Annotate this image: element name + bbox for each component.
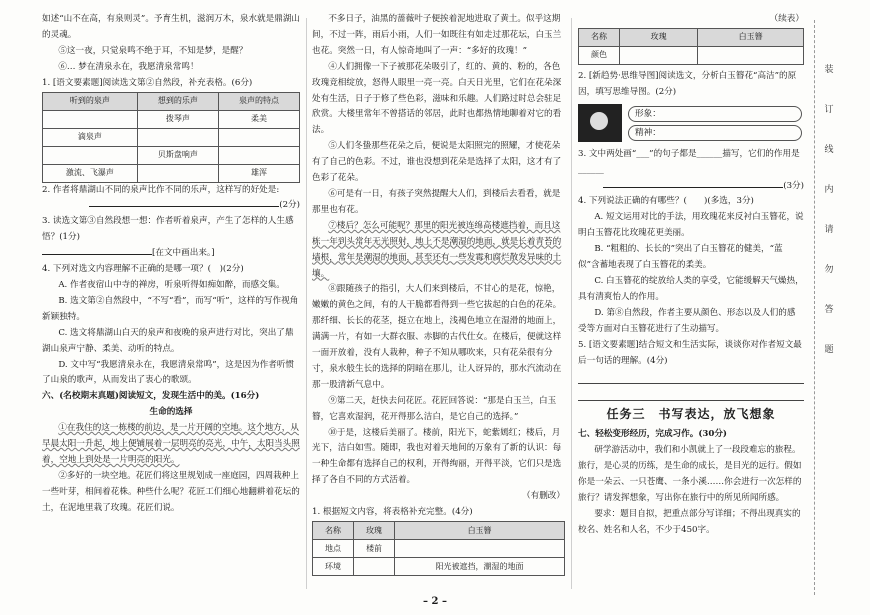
- table-cell[interactable]: [43, 146, 138, 164]
- binding-char: 内: [824, 185, 834, 195]
- question-5: 5. [语文要素题]结合短文和生活实际，谈谈你对作者短文最后一句话的理解。(4分): [578, 339, 802, 366]
- table-cell[interactable]: 阳光被遮挡，潮湿的地面: [395, 558, 565, 576]
- composition-requirement: 要求：题目自拟，把重点部分写详细；不得出现真实的校名、姓名和人名，不少于450字。: [578, 508, 801, 535]
- table-header: 玫瑰: [354, 522, 395, 540]
- answer-blank[interactable]: [42, 254, 152, 255]
- binding-char: 线: [824, 145, 834, 155]
- answer-line[interactable]: [578, 369, 804, 384]
- table-cell[interactable]: 激流、飞瀑声: [43, 164, 138, 182]
- flower-table-continued: [578, 28, 804, 65]
- table-cell[interactable]: 雄浑: [218, 164, 299, 182]
- essay-title: 生命的选择: [149, 407, 193, 418]
- option-c: C. 选文将鼎湖山白天的泉声和夜晚的泉声进行对比，突出了鼎湖山泉声宁静、柔美、动听的特点。: [42, 327, 294, 354]
- flower-photo-icon: [578, 104, 622, 142]
- answer-line: [42, 198, 300, 214]
- binding-char: 勿: [824, 265, 834, 275]
- table-cell: 环境: [313, 558, 354, 576]
- section-6-title: 六、(名校期末真题)阅读短文，发现生活中的美。(16分): [42, 391, 260, 402]
- binding-line: [814, 20, 815, 595]
- table-row: [313, 540, 565, 558]
- table-cell[interactable]: 楼前: [354, 540, 395, 558]
- question-4: 4. 下列说法正确的有哪些？( )(多选，3分): [578, 196, 754, 207]
- table-cell: 颜色: [579, 46, 620, 64]
- table-row: [43, 164, 300, 182]
- answer-line: [42, 246, 300, 262]
- paragraph: ⑦楼后？怎么可能呢？那里的阳光被连绵高楼遮挡着，而且这栋一年到头常年无光照射，地上不是潮湿的地面，就是长着青苔的墙根，常年是潮湿的地面，甚至还有一些发霉和腐烂散发异味的土壤。: [312, 220, 562, 279]
- question-1: 1. 根据短文内容，将表格补充完整。(4分): [312, 507, 473, 518]
- table-header: 白玉簪: [698, 28, 804, 46]
- option-b: B. “粗粗的、长长的”突出了白玉簪花的健美，“蓝似”含蓄地表现了白玉簪花的柔美。: [578, 244, 783, 271]
- question-2: 2. 作者将鼎湖山不同的泉声比作不同的乐声，这样写的好处是:: [42, 184, 280, 195]
- question-3: 3. 文中两处画“___”的句子都是______描写，它们的作用是______: [578, 148, 800, 175]
- table-header: 玫瑰: [620, 28, 698, 46]
- score: (2分): [279, 200, 300, 211]
- task-3-title: 任务三 书写表达，放飞想象: [606, 407, 776, 422]
- option-b: B. 选文第②自然段中，“不写“看”，而写“听”，这样的写作视角新颖独特。: [42, 295, 299, 322]
- binding-char: 装: [824, 65, 834, 75]
- answer-blank[interactable]: [89, 206, 279, 207]
- answer-line: [578, 179, 804, 195]
- paragraph: ⑥可是有一日，有孩子突然提醒大人们，到楼后去看看，就是那里也有花。: [312, 188, 561, 215]
- table-row: [43, 146, 300, 164]
- option-d: D. 第⑧自然段，作者主要从颜色、形态以及人们的感受等方面对白玉簪花进行了生动描写。: [578, 307, 796, 334]
- column-divider: [306, 18, 307, 589]
- binding-char: 订: [824, 105, 834, 115]
- option-d: D. 文中写“我愿清泉永在，我愿清泉常鸣”，这是因为作者听惯了山泉的歌声，从而发出了衷心的歌颂。: [42, 359, 295, 386]
- table-cell[interactable]: [354, 558, 395, 576]
- score: (3分): [783, 180, 804, 191]
- option-a: A. 短文运用对比的手法，用玫瑰花来反衬白玉簪花，说明白玉簪花比玫瑰花更美丽。: [578, 212, 804, 239]
- composition-prompt: 研学游活动中，我们和小凯就上了一段段难忘的旅程。旅行，是心灵的历练，是生命的成长，是目光的远行。假如你是一朵云、一只苍鹰、一条小溪……你会进行一次怎样的旅行？请发挥想象，写出你在旅行中的所见所闻所感。: [578, 445, 802, 503]
- answer-line[interactable]: [578, 386, 804, 401]
- mind-map-spirit[interactable]: 精神：: [628, 125, 802, 141]
- q3-tail: [在文中画出来。]: [152, 248, 215, 259]
- option-c: C. 白玉簪花的绽放给人类的享受，它能缓解天气燥热，具有清爽怡人的作用。: [578, 275, 804, 302]
- table-cell[interactable]: 拨琴声: [137, 110, 218, 128]
- paragraph: ①在我住的这一栋楼的前边，是一片开阔的空地。这个地方，从早晨太阳一升起，地上便铺展着一层明亮的亮光，中午，太阳当头照着，空地上到处是一片明亮的阳光。: [42, 423, 300, 465]
- column-divider: [571, 18, 572, 589]
- binding-char: 请: [824, 225, 834, 235]
- paragraph: ⑧跟随孩子的指引，大人们来到楼后，不甘心的是花，惊艳，嫩嫩的黄色之间，有的人干脆都看得到一些它拔起的白色的花朵。那纤细、长长的花茎，挺立在地上，浅褐色地立在湿滑的地面上，满满一片，有如一大群衣服、赤脚的古代仕女。在楼后，便就这样一面开放着，没有人栽种，种子不知从哪吹来，只有花朵很有分寸，泉水般生长的选择的阴暗在那儿，让人讶异的，那水汽流动在那一股清新气息中。: [312, 284, 562, 390]
- table-header: 想到的乐声: [137, 92, 218, 110]
- page-number: – 2 –: [423, 596, 447, 607]
- question-1: 1. [语文要素题]阅读选文第②自然段，补充表格。(6分): [42, 77, 253, 88]
- right-column: [578, 12, 804, 539]
- mind-map-branches: [628, 104, 802, 144]
- left-column: [42, 12, 300, 517]
- middle-column: [312, 12, 565, 576]
- table-header: 名称: [313, 522, 354, 540]
- paragraph: ⑨第二天，赶快去问花匠。花匠回答说：“那是白玉兰，白玉簪，它喜欢湿润，花开得那么洁白，是它自己的选择。”: [312, 395, 557, 422]
- table-cell[interactable]: [218, 146, 299, 164]
- binding-notice: [822, 50, 836, 370]
- table-cell[interactable]: [137, 128, 218, 146]
- table-row: [43, 128, 300, 146]
- paragraph: 如述“山不在高，有泉则灵”。予育生机，滋润万木，泉水就是鼎湖山的灵魂。: [42, 14, 301, 40]
- table-cell[interactable]: [620, 46, 698, 64]
- table-cell[interactable]: [43, 110, 138, 128]
- binding-char: 题: [824, 345, 834, 355]
- question-2: 2. [新趋势·思维导图]阅读选文，分析白玉簪花“高洁”的原因，填写思维导图。(2分): [578, 70, 797, 97]
- paragraph: ⑤人们冬蛰那些花朵之后，便说是太阳照完的照耀，才使花朵有了自己的色彩。不过，谁也没想到花朵是选择了太阳，这才有了色彩了花朵。: [312, 141, 562, 184]
- answer-blank[interactable]: [603, 187, 783, 188]
- question-3: 3. 读选文第③自然段想一想：作者听着泉声，产生了怎样的人生感悟？(1分): [42, 216, 294, 243]
- table-header: 听到的泉声: [43, 92, 138, 110]
- table-row: [579, 46, 804, 64]
- paragraph: ⑩于是，这楼后美丽了。楼前，阳光下，蛇紫嫣红；楼后，月光下，洁白如雪。随即，我也对着天地间的万象有了新的认识：每一种生命都有选择自己的权利，开得绚丽，开得平淡，它们只是选择了各自不同的方式活着。: [312, 427, 562, 486]
- section-7-title: 七、轻松变形经历，完成习作。(30分): [578, 429, 727, 440]
- table-cell[interactable]: 滴泉声: [43, 128, 138, 146]
- paragraph: ⑥… 梦在清泉永在，我愿清泉常鸣！: [58, 61, 199, 72]
- binding-char: 答: [824, 305, 834, 315]
- flower-table: [312, 521, 565, 576]
- mind-map: [578, 104, 804, 144]
- sound-table: [42, 92, 300, 183]
- question-4: 4. 下列对选文内容理解不正确的是哪一项？( )(2分): [42, 264, 244, 275]
- table-row: [313, 558, 565, 576]
- option-a: A. 作者夜宿山中寺的禅房，听泉听得如痴如醉，而感交集。: [58, 279, 285, 290]
- table-cell[interactable]: 柔美: [218, 110, 299, 128]
- continued-label: （续表）: [769, 14, 804, 24]
- table-cell: 地点: [313, 540, 354, 558]
- paragraph: ⑤这一夜，只觉泉鸣不绝于耳，不知是梦，是醒？: [58, 45, 248, 56]
- paragraph: ②多好的一块空地。花匠们将这里规划成一座庭园，四周栽种上一些叶芽，相间着花株。种些什么呢？花匠工们细心地翻耕着花坛的土，在泥地里栽了玫瑰。花匠们说。: [42, 470, 300, 513]
- table-cell[interactable]: 贝斯盘响声: [137, 146, 218, 164]
- paragraph: 不多日子，油黑的蔷薇叶子便挨着泥地进取了黄土。似乎这期间，不过一阵，雨后小雨，人们一如既往有如走过那花坛，白玉兰也花。突然一日，有人惊奇地叫了一声：“多好的玫瑰！”: [312, 14, 562, 56]
- table-cell[interactable]: [137, 164, 218, 182]
- paragraph: ④人们拥像一下子被那花朵吸引了，红的、黄的、粉的，各色玫瑰竞相绽放，怒得人眼里一亮一亮。白天日光里，它们在花朵深处有生活，日子于修了些色彩，滋味和乐趣。人们路过时总会驻足欣赏。大楼里常年不曾搭话的邻居，此时也都热情地聊着对它的看法。: [312, 61, 562, 136]
- table-cell[interactable]: [698, 46, 804, 64]
- table-header: 名称: [579, 28, 620, 46]
- mind-map-shape[interactable]: 形象：: [628, 106, 802, 122]
- table-row: [43, 110, 300, 128]
- table-header: 白玉簪: [395, 522, 565, 540]
- table-cell[interactable]: [395, 540, 565, 558]
- source-note: （有删改）: [522, 491, 565, 502]
- table-header: 泉声的特点: [218, 92, 299, 110]
- table-cell[interactable]: [218, 128, 299, 146]
